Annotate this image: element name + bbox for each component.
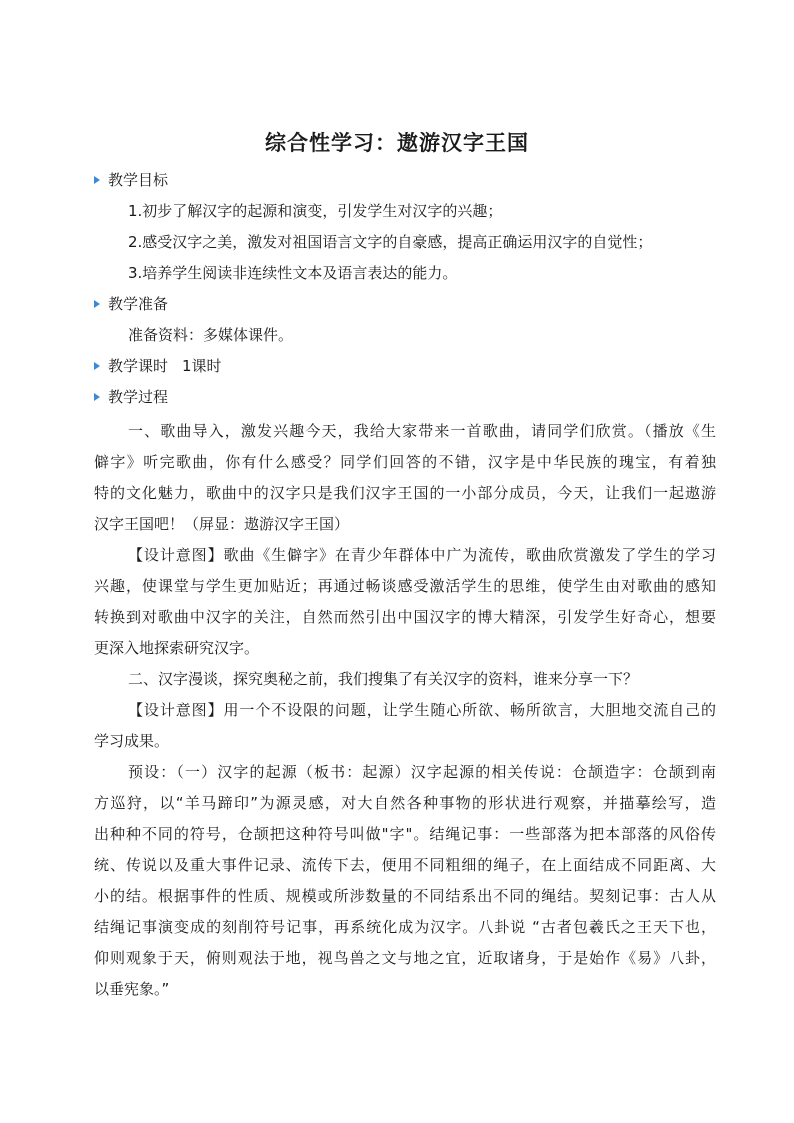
page-title: 综合性学习：遨游汉字王国 (265, 131, 529, 155)
hours-value: 1课时 (182, 357, 222, 375)
process-line: 预设：（一）汉字的起源（板书：起源）汉字起源的相关传说：仓颉造字：仓颉到南 (128, 763, 716, 781)
process-line: 【设计意图】用一个不设限的问题，让学生随心所欲、畅所欲言，大胆地交流自己的 (128, 701, 716, 719)
process-line: 结绳记事演变成的刻削符号记事，再系统化成为汉字。八卦说 “古者包羲氏之王天下也， (94, 918, 716, 936)
process-line: 学习成果。 (94, 732, 170, 750)
goal-item: 3.培养学生阅读非连续性文本及语言表达的能力。 (128, 264, 458, 282)
triangle-bullet-icon (94, 362, 100, 370)
process-line: 仰则观象于天，俯则观法于地，视鸟兽之文与地之宜，近取诸身，于是始作《易》八卦， (94, 949, 716, 967)
process-line: 转换到对歌曲中汉字的关注，自然而然引出中国汉字的博大精深，引发学生好奇心，想要 (94, 608, 716, 626)
section-heading-label: 教学课时 (108, 357, 169, 375)
prep-text: 准备资料：多媒体课件。 (128, 326, 294, 344)
process-line: 二、汉字漫谈，探究奥秘之前，我们搜集了有关汉字的资料，谁来分享一下？ (128, 670, 639, 688)
process-line: 小的结。根据事件的性质、规模或所涉数量的不同结系出不同的绳结。契刻记事：古人从 (94, 887, 716, 905)
triangle-bullet-icon (94, 393, 100, 401)
process-line: 兴趣，使课堂与学生更加贴近；再通过畅谈感受激活学生的思维，使学生由对歌曲的感知 (94, 577, 716, 595)
process-line: 一、歌曲导入，激发兴趣今天，我给大家带来一首歌曲，请同学们欣赏。（播放《生 (128, 422, 716, 440)
section-heading-label: 教学准备 (108, 295, 169, 313)
process-line: 统、传说以及重大事件记录、流传下去，便用不同粗细的绳子，在上面结成不同距离、大 (94, 856, 716, 874)
section-heading-process (94, 384, 168, 410)
process-line: 以垂宪象。” (94, 980, 170, 998)
process-line: 特的文化魅力，歌曲中的汉字只是我们汉字王国的一小部分成员，今天，让我们一起遨游 (94, 484, 716, 502)
process-line: 汉字王国吧！（屏显：遨游汉字王国） (94, 515, 350, 533)
goal-item: 2.感受汉字之美，激发对祖国语言文字的自豪感，提高正确运用汉字的自觉性； (128, 233, 653, 251)
section-heading-label: 教学目标 (108, 171, 169, 189)
section-heading-hours (94, 353, 222, 379)
goal-item: 1.初步了解汉字的起源和演变，引发学生对汉字的兴趣； (128, 202, 503, 220)
process-line: 【设计意图】歌曲《生僻字》在青少年群体中广为流传，歌曲欣赏激发了学生的学习 (128, 546, 716, 564)
section-heading-prep (94, 291, 168, 317)
process-line: 更深入地探索研究汉字。 (94, 639, 260, 657)
process-line: 方巡狩，以“羊马蹄印”为源灵感，对大自然各种事物的形状进行观察，并描摹绘写，造 (94, 794, 716, 812)
section-heading-label: 教学过程 (108, 388, 169, 406)
section-heading-goals (94, 167, 168, 193)
triangle-bullet-icon (94, 176, 100, 184)
triangle-bullet-icon (94, 300, 100, 308)
process-line: 僻字》听完歌曲，你有什么感受？同学们回答的不错，汉字是中华民族的瑰宝，有着独 (94, 453, 716, 471)
process-line: 出种种不同的符号，仓颉把这种符号叫做"字"。结绳记事：一些部落为把本部落的风俗传 (94, 825, 716, 843)
